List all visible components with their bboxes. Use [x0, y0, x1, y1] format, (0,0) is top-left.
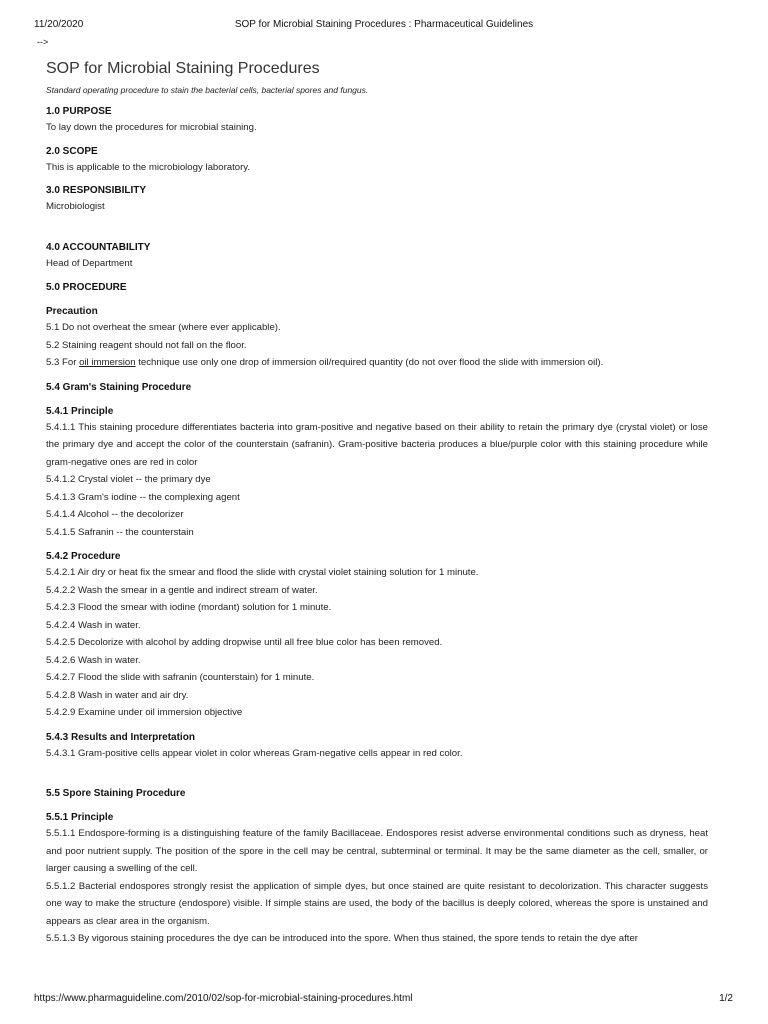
responsibility-text: Microbiologist	[46, 201, 105, 212]
print-header-title: SOP for Microbial Staining Procedures : Pharmaceutical Guidelines	[234, 19, 534, 30]
gram-staining-heading: 5.4 Gram's Staining Procedure	[46, 381, 192, 393]
scope-heading: 2.0 SCOPE	[46, 145, 98, 157]
responsibility-heading: 3.0 RESPONSIBILITY	[46, 185, 147, 196]
accountability-heading: 4.0 ACCOUNTABILITY	[46, 241, 151, 253]
accountability-text: Head of Department	[46, 257, 133, 269]
spore-principle-text: 5.5.1.1 Endospore-forming is a distinguishing feature of the family Bacillaceae. Endospores resist adverse environmental conditions such as dryness, heat and poor nutrient supply. The position of the spore in the cell may be central, subterminal or terminal. It may be the same diameter as the cell, smaller, or larger causing a swelling of the cell.	[46, 828, 708, 874]
scope-text: This is applicable to the microbiology laboratory.	[46, 161, 251, 173]
gram-results-text: 5.4.3.1 Gram-positive cells appear violet in color whereas Gram-negative cells appear in red color.	[46, 747, 463, 759]
print-footer-url: https://www.pharmaguideline.com/2010/02/sop-for-microbial-staining-procedures.html	[34, 993, 413, 1004]
gram-principle-heading: 5.4.1 Principle	[46, 405, 114, 417]
gram-procedure-step: 5.4.2.6 Wash in water.	[46, 654, 141, 666]
gram-principle-item: 5.4.1.2 Crystal violet -- the primary dye	[46, 474, 211, 485]
gram-principle-item: 5.4.1.4 Alcohol -- the decolorizer	[46, 509, 184, 520]
purpose-text: To lay down the procedures for microbial staining.	[46, 122, 257, 133]
print-date: 11/20/2020	[34, 19, 84, 30]
spore-principle-text: 5.5.1.3 By vigorous staining procedures the dye can be introduced into the spore. When thus stained, the spore tends to retain the dye after	[46, 933, 638, 944]
page-subtitle: Standard operating procedure to stain the bacterial cells, bacterial spores and fungus.	[46, 85, 369, 95]
oil-immersion-link[interactable]: oil immersion	[79, 357, 136, 368]
gram-procedure-step: 5.4.2.8 Wash in water and air dry.	[46, 689, 189, 701]
precaution-item: 5.3 For oil immersion technique use only one drop of immersion oil/required quantity (do not over flood the slide with immersion oil).	[46, 357, 604, 368]
gram-procedure-step: 5.4.2.4 Wash in water.	[46, 619, 141, 631]
page-title: SOP for Microbial Staining Procedures	[46, 60, 320, 77]
spore-principle-heading: 5.5.1 Principle	[46, 812, 114, 823]
gram-procedure-step: 5.4.2.3 Flood the smear with iodine (mordant) solution for 1 minute.	[46, 602, 332, 613]
gram-procedure-step: 5.4.2.5 Decolorize with alcohol by adding dropwise until all free blue color has been removed.	[46, 637, 443, 648]
procedure-heading: 5.0 PROCEDURE	[46, 282, 127, 293]
spore-staining-heading: 5.5 Spore Staining Procedure	[46, 788, 186, 799]
precaution-item: 5.1 Do not overheat the smear (where ever applicable).	[46, 322, 281, 333]
precaution-heading: Precaution	[46, 306, 98, 317]
gram-results-heading: 5.4.3 Results and Interpretation	[46, 731, 195, 743]
gram-procedure-heading: 5.4.2 Procedure	[46, 551, 121, 562]
gram-principle-text: 5.4.1.1 This staining procedure differentiates bacteria into gram-positive and negative based on their ability to retain the primary dye (crystal violet) or lose the primary dye and accept the color of the counterstain (safranin). Gram-positive bacteria produces a blue/purple color with this staining procedure while gram-negative ones are red in color	[46, 421, 708, 468]
spore-principle-text: 5.5.1.2 Bacterial endospores strongly resist the application of simple dyes, but once stained are quite resistant to decolorization. This character suggests one way to make the structure (endospore) visible. If simple stains are used, the body of the bacillus is deeply colored, whereas the spore is unstained and appears as clear area in the organism.	[46, 880, 708, 927]
document-body	[46, 60, 708, 948]
gram-procedure-step: 5.4.2.9 Examine under oil immersion objective	[46, 707, 243, 718]
gram-procedure-step: 5.4.2.1 Air dry or heat fix the smear and flood the slide with crystal violet staining solution for 1 minute.	[46, 567, 479, 578]
gram-procedure-step: 5.4.2.7 Flood the slide with safranin (counterstain) for 1 minute.	[46, 672, 315, 683]
arrow-text: -->	[37, 37, 49, 47]
gram-principle-item: 5.4.1.3 Gram's iodine -- the complexing agent	[46, 491, 240, 503]
print-page-number: 1/2	[719, 993, 733, 1004]
precaution-item: 5.2 Staining reagent should not fall on the floor.	[46, 339, 247, 351]
gram-procedure-step: 5.4.2.2 Wash the smear in a gentle and indirect stream of water.	[46, 584, 318, 596]
gram-principle-item: 5.4.1.5 Safranin -- the counterstain	[46, 526, 194, 538]
purpose-heading: 1.0 PURPOSE	[46, 106, 112, 117]
